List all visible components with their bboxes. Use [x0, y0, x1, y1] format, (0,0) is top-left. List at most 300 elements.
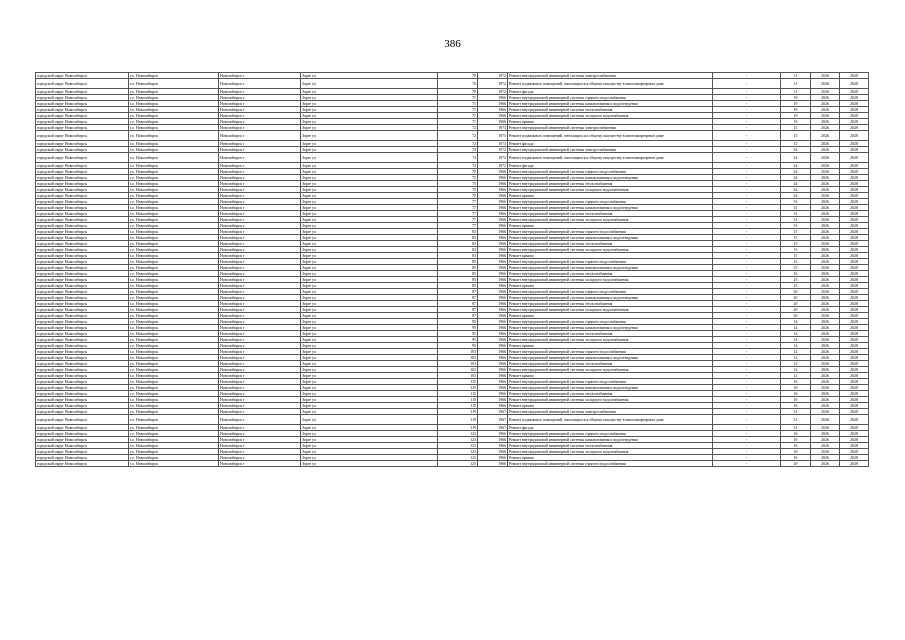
end-year-cell: 2028	[840, 95, 869, 101]
end-year-cell: 2028	[840, 89, 869, 95]
city-cell: Новосибирск г	[219, 259, 301, 265]
house-number-cell: 85	[438, 277, 478, 283]
volume-cell: 19	[781, 119, 811, 125]
street-cell: Зорге ул	[301, 289, 438, 295]
district-cell: г.о. Новосибирск	[129, 175, 219, 181]
year-built-cell: 1972	[478, 73, 508, 79]
municipality-cell: городской округ Новосибирск	[36, 241, 129, 247]
city-cell: Новосибирск г	[219, 385, 301, 391]
city-cell: Новосибирск г	[219, 349, 301, 355]
municipality-cell: городской округ Новосибирск	[36, 89, 129, 95]
city-cell: Новосибирск г	[219, 295, 301, 301]
year-built-cell: 1966	[478, 217, 508, 223]
volume-cell: 19	[781, 113, 811, 119]
end-year-cell: 2028	[840, 175, 869, 181]
city-cell: Новосибирск г	[219, 175, 301, 181]
start-year-cell: 2026	[811, 283, 840, 289]
year-built-cell: 1966	[478, 101, 508, 107]
dash-cell: -	[713, 331, 781, 337]
street-cell: Зорге ул	[301, 319, 438, 325]
dash-cell: -	[713, 277, 781, 283]
year-built-cell: 1966	[478, 113, 508, 119]
end-year-cell: 2028	[840, 325, 869, 331]
work-type-cell: Ремонт внутридомовой инженерной системы холодного водоснабжения	[508, 113, 713, 119]
city-cell: Новосибирск г	[219, 125, 301, 131]
street-cell: Зорге ул	[301, 253, 438, 259]
dash-cell: -	[713, 431, 781, 437]
year-built-cell: 1973	[478, 141, 508, 147]
end-year-cell: 2028	[840, 415, 869, 425]
street-cell: Зорге ул	[301, 415, 438, 425]
dash-cell: -	[713, 211, 781, 217]
volume-cell: 16	[781, 443, 811, 449]
end-year-cell: 2028	[840, 355, 869, 361]
volume-cell: 15	[781, 141, 811, 147]
house-number-cell: 77	[438, 211, 478, 217]
work-type-cell: Ремонт крыши	[508, 193, 713, 199]
end-year-cell: 2028	[840, 241, 869, 247]
volume-cell: 12	[781, 349, 811, 355]
work-type-cell: Ремонт внутридомовой инженерной системы канализования и водоотведения	[508, 235, 713, 241]
district-cell: г.о. Новосибирск	[129, 367, 219, 373]
work-type-cell: Ремонт внутридомовой инженерной системы теплоснабжения	[508, 241, 713, 247]
district-cell: г.о. Новосибирск	[129, 119, 219, 125]
work-type-cell: Ремонт фасада	[508, 163, 713, 169]
end-year-cell: 2028	[840, 431, 869, 437]
volume-cell: 14	[781, 319, 811, 325]
start-year-cell: 2026	[811, 141, 840, 147]
municipality-cell: городской округ Новосибирск	[36, 229, 129, 235]
dash-cell: -	[713, 259, 781, 265]
city-cell: Новосибирск г	[219, 199, 301, 205]
end-year-cell: 2028	[840, 331, 869, 337]
house-number-cell: 85	[438, 271, 478, 277]
house-number-cell: 95	[438, 319, 478, 325]
municipality-cell: городской округ Новосибирск	[36, 349, 129, 355]
dash-cell: -	[713, 79, 781, 89]
city-cell: Новосибирск г	[219, 119, 301, 125]
city-cell: Новосибирск г	[219, 253, 301, 259]
work-type-cell: Ремонт внутридомовой инженерной системы горячего водоснабжения	[508, 259, 713, 265]
work-type-cell: Ремонт внутридомовой инженерной системы канализования и водоотведения	[508, 355, 713, 361]
start-year-cell: 2026	[811, 199, 840, 205]
year-built-cell: 1966	[478, 391, 508, 397]
volume-cell: 20	[781, 313, 811, 319]
street-cell: Зорге ул	[301, 271, 438, 277]
work-type-cell: Ремонт внутридомовой инженерной системы холодного водоснабжения	[508, 337, 713, 343]
volume-cell: 15	[781, 131, 811, 141]
year-built-cell: 1966	[478, 455, 508, 461]
work-type-cell: Ремонт крыши	[508, 223, 713, 229]
end-year-cell: 2028	[840, 119, 869, 125]
start-year-cell: 2026	[811, 217, 840, 223]
volume-cell: 31	[781, 409, 811, 415]
year-built-cell: 1966	[478, 449, 508, 455]
street-cell: Зорге ул	[301, 403, 438, 409]
city-cell: Новосибирск г	[219, 307, 301, 313]
street-cell: Зорге ул	[301, 367, 438, 373]
municipality-cell: городской округ Новосибирск	[36, 313, 129, 319]
house-number-cell: 95	[438, 343, 478, 349]
work-type-cell: Ремонт крыши	[508, 373, 713, 379]
end-year-cell: 2028	[840, 223, 869, 229]
street-cell: Зорге ул	[301, 73, 438, 79]
year-built-cell: 1966	[478, 337, 508, 343]
work-type-cell: Ремонт внутридомовой инженерной системы холодного водоснабжения	[508, 307, 713, 313]
year-built-cell: 1972	[478, 79, 508, 89]
work-type-cell: Ремонт внутридомовой инженерной системы холодного водоснабжения	[508, 397, 713, 403]
house-number-cell: 72	[438, 131, 478, 141]
municipality-cell: городской округ Новосибирск	[36, 73, 129, 79]
work-type-cell: Ремонт внутридомовой инженерной системы канализования и водоотведения	[508, 205, 713, 211]
end-year-cell: 2028	[840, 403, 869, 409]
volume-cell: 12	[781, 355, 811, 361]
volume-cell: 11	[781, 79, 811, 89]
start-year-cell: 2026	[811, 319, 840, 325]
volume-cell: 25	[781, 265, 811, 271]
start-year-cell: 2026	[811, 113, 840, 119]
street-cell: Зорге ул	[301, 355, 438, 361]
year-built-cell: 1967	[478, 409, 508, 415]
city-cell: Новосибирск г	[219, 449, 301, 455]
dash-cell: -	[713, 125, 781, 131]
city-cell: Новосибирск г	[219, 461, 301, 467]
work-type-cell: Ремонт фасада	[508, 141, 713, 147]
end-year-cell: 2028	[840, 391, 869, 397]
house-number-cell: 87	[438, 295, 478, 301]
dash-cell: -	[713, 391, 781, 397]
street-cell: Зорге ул	[301, 449, 438, 455]
district-cell: г.о. Новосибирск	[129, 277, 219, 283]
city-cell: Новосибирск г	[219, 73, 301, 79]
district-cell: г.о. Новосибирск	[129, 361, 219, 367]
year-built-cell: 1972	[478, 89, 508, 95]
house-number-cell: 77	[438, 217, 478, 223]
street-cell: Зорге ул	[301, 119, 438, 125]
start-year-cell: 2026	[811, 295, 840, 301]
city-cell: Новосибирск г	[219, 223, 301, 229]
street-cell: Зорге ул	[301, 141, 438, 147]
year-built-cell: 1966	[478, 301, 508, 307]
municipality-cell: городской округ Новосибирск	[36, 247, 129, 253]
district-cell: г.о. Новосибирск	[129, 265, 219, 271]
start-year-cell: 2026	[811, 205, 840, 211]
dash-cell: -	[713, 253, 781, 259]
end-year-cell: 2028	[840, 461, 869, 467]
city-cell: Новосибирск г	[219, 367, 301, 373]
street-cell: Зорге ул	[301, 153, 438, 163]
street-cell: Зорге ул	[301, 79, 438, 89]
district-cell: г.о. Новосибирск	[129, 153, 219, 163]
district-cell: г.о. Новосибирск	[129, 397, 219, 403]
dash-cell: -	[713, 229, 781, 235]
district-cell: г.о. Новосибирск	[129, 271, 219, 277]
year-built-cell: 1966	[478, 313, 508, 319]
street-cell: Зорге ул	[301, 431, 438, 437]
volume-cell: 24	[781, 169, 811, 175]
dash-cell: -	[713, 235, 781, 241]
start-year-cell: 2026	[811, 253, 840, 259]
house-number-cell: 103	[438, 361, 478, 367]
work-type-cell: Ремонт внутридомовой инженерной системы горячего водоснабжения	[508, 95, 713, 101]
city-cell: Новосибирск г	[219, 107, 301, 113]
street-cell: Зорге ул	[301, 301, 438, 307]
city-cell: Новосибирск г	[219, 95, 301, 101]
end-year-cell: 2028	[840, 229, 869, 235]
work-type-cell: Ремонт крыши	[508, 119, 713, 125]
volume-cell: 24	[781, 175, 811, 181]
street-cell: Зорге ул	[301, 199, 438, 205]
dash-cell: -	[713, 443, 781, 449]
volume-cell: 19	[781, 101, 811, 107]
dash-cell: -	[713, 415, 781, 425]
work-type-cell: Ремонт внутридомовой инженерной системы горячего водоснабжения	[508, 349, 713, 355]
district-cell: г.о. Новосибирск	[129, 437, 219, 443]
dash-cell: -	[713, 175, 781, 181]
house-number-cell: 119	[438, 425, 478, 431]
house-number-cell: 71	[438, 95, 478, 101]
dash-cell: -	[713, 403, 781, 409]
end-year-cell: 2028	[840, 181, 869, 187]
start-year-cell: 2026	[811, 131, 840, 141]
municipality-cell: городской округ Новосибирск	[36, 95, 129, 101]
district-cell: г.о. Новосибирск	[129, 337, 219, 343]
street-cell: Зорге ул	[301, 349, 438, 355]
work-type-cell: Ремонт крыши	[508, 343, 713, 349]
city-cell: Новосибирск г	[219, 373, 301, 379]
district-cell: г.о. Новосибирск	[129, 131, 219, 141]
work-type-cell: Ремонт внутридомовой инженерной системы горячего водоснабжения	[508, 229, 713, 235]
end-year-cell: 2028	[840, 141, 869, 147]
start-year-cell: 2026	[811, 193, 840, 199]
house-number-cell: 72	[438, 141, 478, 147]
municipality-cell: городской округ Новосибирск	[36, 113, 129, 119]
city-cell: Новосибирск г	[219, 343, 301, 349]
house-number-cell: 77	[438, 205, 478, 211]
dash-cell: -	[713, 95, 781, 101]
year-built-cell: 1966	[478, 343, 508, 349]
start-year-cell: 2026	[811, 431, 840, 437]
work-type-cell: Ремонт внутридомовой инженерной системы горячего водоснабжения	[508, 461, 713, 467]
work-type-cell: Ремонт внутридомовой инженерной системы холодного водоснабжения	[508, 277, 713, 283]
work-type-cell: Ремонт внутридомовой инженерной системы горячего водоснабжения	[508, 289, 713, 295]
district-cell: г.о. Новосибирск	[129, 211, 219, 217]
year-built-cell: 1966	[478, 367, 508, 373]
start-year-cell: 2026	[811, 259, 840, 265]
street-cell: Зорге ул	[301, 259, 438, 265]
year-built-cell: 1966	[478, 211, 508, 217]
start-year-cell: 2026	[811, 367, 840, 373]
city-cell: Новосибирск г	[219, 235, 301, 241]
municipality-cell: городской округ Новосибирск	[36, 355, 129, 361]
district-cell: г.о. Новосибирск	[129, 101, 219, 107]
street-cell: Зорге ул	[301, 295, 438, 301]
municipality-cell: городской округ Новосибирск	[36, 125, 129, 131]
dash-cell: -	[713, 101, 781, 107]
end-year-cell: 2028	[840, 193, 869, 199]
district-cell: г.о. Новосибирск	[129, 379, 219, 385]
municipality-cell: городской округ Новосибирск	[36, 163, 129, 169]
street-cell: Зорге ул	[301, 247, 438, 253]
municipality-cell: городской округ Новосибирск	[36, 403, 129, 409]
start-year-cell: 2026	[811, 241, 840, 247]
volume-cell: 31	[781, 223, 811, 229]
municipality-cell: городской округ Новосибирск	[36, 391, 129, 397]
dash-cell: -	[713, 153, 781, 163]
year-built-cell: 1966	[478, 187, 508, 193]
work-type-cell: Ремонт внутридомовой инженерной системы канализования и водоотведения	[508, 295, 713, 301]
end-year-cell: 2028	[840, 385, 869, 391]
year-built-cell: 1966	[478, 247, 508, 253]
city-cell: Новосибирск г	[219, 337, 301, 343]
street-cell: Зорге ул	[301, 397, 438, 403]
street-cell: Зорге ул	[301, 277, 438, 283]
house-number-cell: 119	[438, 409, 478, 415]
year-built-cell: 1967	[478, 415, 508, 425]
house-number-cell: 103	[438, 355, 478, 361]
year-built-cell: 1966	[478, 119, 508, 125]
municipality-cell: городской округ Новосибирск	[36, 259, 129, 265]
house-number-cell: 85	[438, 259, 478, 265]
volume-cell: 11	[781, 73, 811, 79]
start-year-cell: 2026	[811, 107, 840, 113]
house-number-cell: 85	[438, 283, 478, 289]
dash-cell: -	[713, 343, 781, 349]
city-cell: Новосибирск г	[219, 181, 301, 187]
house-number-cell: 87	[438, 307, 478, 313]
city-cell: Новосибирск г	[219, 391, 301, 397]
volume-cell: 14	[781, 337, 811, 343]
municipality-cell: городской округ Новосибирск	[36, 361, 129, 367]
volume-cell: 31	[781, 205, 811, 211]
municipality-cell: городской округ Новосибирск	[36, 101, 129, 107]
start-year-cell: 2026	[811, 337, 840, 343]
house-number-cell: 123	[438, 437, 478, 443]
municipality-cell: городской округ Новосибирск	[36, 343, 129, 349]
dash-cell: -	[713, 325, 781, 331]
start-year-cell: 2026	[811, 403, 840, 409]
work-type-cell: Ремонт внутридомовой инженерной системы теплоснабжения	[508, 443, 713, 449]
year-built-cell: 1966	[478, 169, 508, 175]
year-built-cell: 1966	[478, 175, 508, 181]
municipality-cell: городской округ Новосибирск	[36, 289, 129, 295]
volume-cell: 11	[781, 89, 811, 95]
house-number-cell: 77	[438, 223, 478, 229]
dash-cell: -	[713, 379, 781, 385]
city-cell: Новосибирск г	[219, 153, 301, 163]
street-cell: Зорге ул	[301, 89, 438, 95]
work-type-cell: Ремонт внутридомовой инженерной системы холодного водоснабжения	[508, 247, 713, 253]
city-cell: Новосибирск г	[219, 101, 301, 107]
municipality-cell: городской округ Новосибирск	[36, 79, 129, 89]
work-type-cell: Ремонт крыши	[508, 253, 713, 259]
city-cell: Новосибирск г	[219, 169, 301, 175]
work-type-cell: Ремонт внутридомовой инженерной системы канализования и водоотведения	[508, 437, 713, 443]
district-cell: г.о. Новосибирск	[129, 313, 219, 319]
district-cell: г.о. Новосибирск	[129, 307, 219, 313]
district-cell: г.о. Новосибирск	[129, 125, 219, 131]
year-built-cell: 1966	[478, 379, 508, 385]
work-type-cell: Ремонт подвальных помещений, относящихся к общему имуществу в многоквартирном доме	[508, 153, 713, 163]
year-built-cell: 1966	[478, 193, 508, 199]
street-cell: Зорге ул	[301, 437, 438, 443]
volume-cell: 31	[781, 211, 811, 217]
street-cell: Зорге ул	[301, 181, 438, 187]
city-cell: Новосибирск г	[219, 289, 301, 295]
end-year-cell: 2028	[840, 169, 869, 175]
end-year-cell: 2028	[840, 247, 869, 253]
municipality-cell: городской округ Новосибирск	[36, 223, 129, 229]
house-number-cell: 83	[438, 241, 478, 247]
street-cell: Зорге ул	[301, 331, 438, 337]
dash-cell: -	[713, 385, 781, 391]
dash-cell: -	[713, 307, 781, 313]
house-number-cell: 87	[438, 289, 478, 295]
volume-cell: 15	[781, 229, 811, 235]
year-built-cell: 1966	[478, 283, 508, 289]
municipality-cell: городской округ Новосибирск	[36, 271, 129, 277]
street-cell: Зорге ул	[301, 313, 438, 319]
end-year-cell: 2028	[840, 277, 869, 283]
volume-cell: 12	[781, 373, 811, 379]
city-cell: Новосибирск г	[219, 141, 301, 147]
start-year-cell: 2026	[811, 223, 840, 229]
start-year-cell: 2026	[811, 379, 840, 385]
end-year-cell: 2028	[840, 199, 869, 205]
city-cell: Новосибирск г	[219, 163, 301, 169]
year-built-cell: 1972	[478, 163, 508, 169]
city-cell: Новосибирск г	[219, 89, 301, 95]
district-cell: г.о. Новосибирск	[129, 301, 219, 307]
start-year-cell: 2026	[811, 461, 840, 467]
municipality-cell: городской округ Новосибирск	[36, 131, 129, 141]
work-type-cell: Ремонт внутридомовой инженерной системы электроснабжения	[508, 125, 713, 131]
municipality-cell: городской округ Новосибирск	[36, 147, 129, 153]
year-built-cell: 1966	[478, 289, 508, 295]
municipality-cell: городской округ Новосибирск	[36, 193, 129, 199]
dash-cell: -	[713, 265, 781, 271]
city-cell: Новосибирск г	[219, 79, 301, 89]
district-cell: г.о. Новосибирск	[129, 425, 219, 431]
volume-cell: 29	[781, 461, 811, 467]
municipality-cell: городской округ Новосибирск	[36, 211, 129, 217]
house-number-cell: 115	[438, 385, 478, 391]
municipality-cell: городской округ Новосибирск	[36, 181, 129, 187]
end-year-cell: 2028	[840, 455, 869, 461]
year-built-cell: 1966	[478, 373, 508, 379]
city-cell: Новосибирск г	[219, 217, 301, 223]
city-cell: Новосибирск г	[219, 313, 301, 319]
municipality-cell: городской округ Новосибирск	[36, 169, 129, 175]
end-year-cell: 2028	[840, 101, 869, 107]
end-year-cell: 2028	[840, 367, 869, 373]
district-cell: г.о. Новосибирск	[129, 163, 219, 169]
city-cell: Новосибирск г	[219, 301, 301, 307]
municipality-cell: городской округ Новосибирск	[36, 461, 129, 467]
district-cell: г.о. Новосибирск	[129, 79, 219, 89]
start-year-cell: 2026	[811, 73, 840, 79]
house-number-cell: 95	[438, 337, 478, 343]
year-built-cell: 1966	[478, 265, 508, 271]
end-year-cell: 2028	[840, 409, 869, 415]
start-year-cell: 2026	[811, 301, 840, 307]
volume-cell: 14	[781, 331, 811, 337]
end-year-cell: 2028	[840, 217, 869, 223]
street-cell: Зорге ул	[301, 229, 438, 235]
start-year-cell: 2026	[811, 343, 840, 349]
volume-cell: 19	[781, 95, 811, 101]
start-year-cell: 2026	[811, 163, 840, 169]
